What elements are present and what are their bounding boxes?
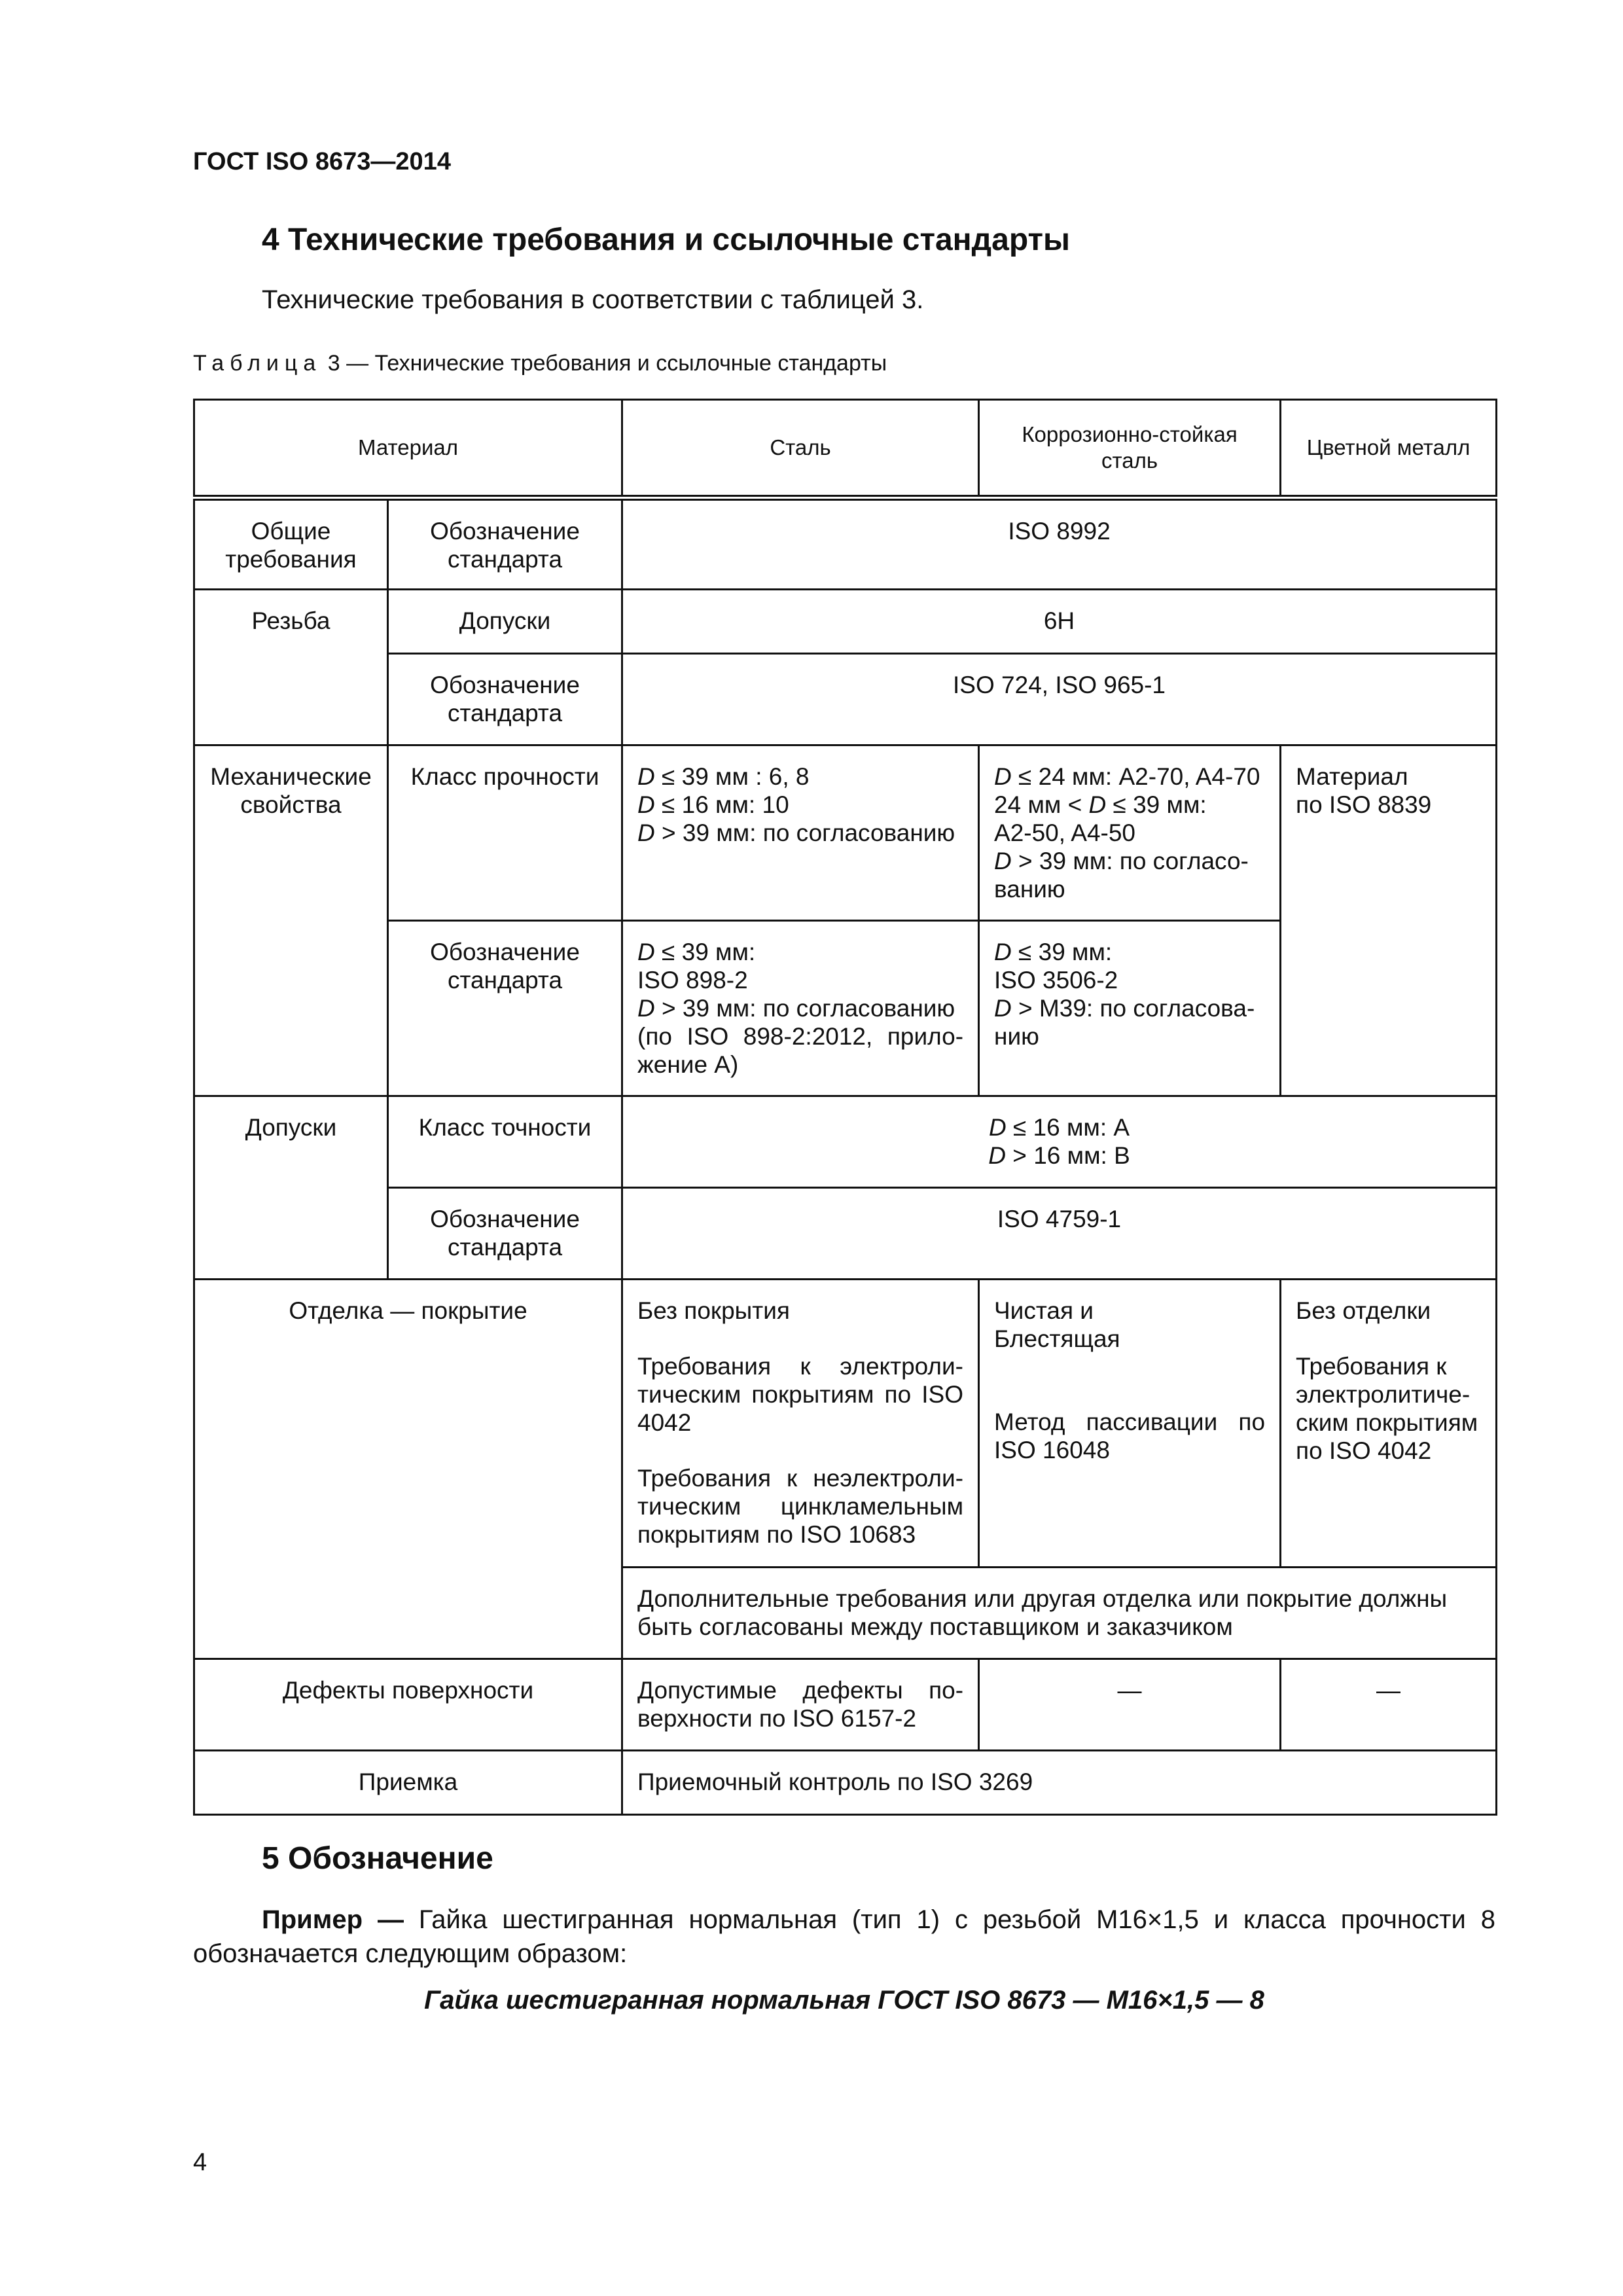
row-tol-group: Допуски: [194, 1096, 388, 1280]
row-finish-nonferrous: [1281, 1280, 1497, 1568]
stainless-std-line: D ≤ 39 мм:: [994, 939, 1113, 965]
stainless-class-line: D ≤ 24 мм: A2-70, A4-70: [994, 763, 1260, 790]
table-caption-label: Таблица: [193, 351, 322, 376]
table-caption: [193, 351, 887, 376]
table-row-thread-standard: [194, 654, 1497, 745]
row-tol-std-label: Обозначение стандарта: [388, 1188, 622, 1280]
requirements-table: [193, 399, 1497, 1816]
steel-std-line: жение A): [637, 1051, 739, 1078]
header-stainless: Коррозионно-стойкая сталь: [979, 400, 1281, 498]
row-mech-stainless-class: [979, 745, 1281, 921]
steel-class-line: D ≤ 16 мм: 10: [637, 791, 789, 818]
row-mech-nonferrous: [1281, 745, 1497, 1096]
section-4-title: 4 Технические требования и ссылочные стандарты: [262, 223, 1071, 257]
row-thread-std-label: Обозначение стандарта: [388, 654, 622, 745]
example-label: Пример —: [262, 1905, 404, 1934]
row-thread-group: Резьба: [194, 590, 388, 745]
header-nonferrous: Цветной металл: [1281, 400, 1497, 498]
stainless-class-line: A2-50, A4-50: [994, 819, 1135, 846]
row-mech-std-label: Обозначение стандарта: [388, 921, 622, 1096]
row-finish-steel: [622, 1280, 979, 1568]
stainless-std-line: нию: [994, 1023, 1039, 1050]
finish-steel-3: Требования к неэлектроли-тическим цинкламельным покрытиям по ISO 10683: [637, 1465, 964, 1548]
stainless-class-line: ванию: [994, 876, 1065, 903]
row-defects-stainless: —: [979, 1659, 1281, 1751]
steel-std-line: ISO 898-2: [637, 967, 748, 994]
row-mech-group: Механические свойства: [194, 745, 388, 1096]
stainless-std-line: ISO 3506-2: [994, 967, 1118, 994]
row-defects-nonferrous: —: [1281, 1659, 1497, 1751]
header-material: Материал: [194, 400, 622, 498]
nonferrous-line: Материал: [1296, 763, 1408, 790]
finish-steel-1: Без покрытия: [637, 1297, 790, 1324]
row-finish-note: Дополнительные требования или другая отделка или покрытие должны быть согласованы между поставщиком и заказчиком: [622, 1568, 1497, 1659]
page-number: 4: [193, 2149, 207, 2176]
row-general-group: Общие требования: [194, 498, 388, 590]
nonferrous-line: по ISO 8839: [1296, 791, 1432, 818]
steel-std-line: (по ISO 898-2:2012, прило-: [637, 1023, 964, 1050]
table-row-finish: [194, 1280, 1497, 1568]
finish-stainless-2: Метод пассивации по ISO 16048: [994, 1408, 1266, 1463]
row-defects-steel: Допустимые дефекты по-верхности по ISO 6157-2: [622, 1659, 979, 1751]
example-text: Гайка шестигранная нормальная (тип 1) с резьбой M16×1,5 и класса прочности 8 обозначается следующим образом:: [193, 1905, 1496, 1968]
stainless-class-line: 24 мм < D ≤ 39 мм:: [994, 791, 1207, 818]
row-acceptance-value: Приемочный контроль по ISO 3269: [622, 1751, 1497, 1815]
document-header: ГОСТ ISO 8673—2014: [193, 148, 451, 175]
designation-formula: Гайка шестигранная нормальная ГОСТ ISO 8673 — M16×1,5 — 8: [424, 1986, 1264, 2015]
section-4-intro: Технические требования в соответствии с таблицей 3.: [262, 285, 924, 314]
row-acceptance-label: Приемка: [194, 1751, 622, 1815]
finish-nonferrous-2: Требования к электролитиче-ским покрытиям по ISO 4042: [1296, 1353, 1478, 1464]
table-row-thread-tolerance: [194, 590, 1497, 654]
row-general-label: Обозначение стандарта: [388, 498, 622, 590]
steel-std-line: D > 39 мм: по согласованию: [637, 995, 955, 1022]
table-row-defects: [194, 1659, 1497, 1751]
stainless-std-line: D > M39: по согласова-: [994, 995, 1255, 1022]
finish-steel-2: Требования к электроли-тическим покрытиям по ISO 4042: [637, 1353, 964, 1436]
row-thread-tol-value: 6H: [622, 590, 1497, 654]
header-steel: Сталь: [622, 400, 979, 498]
table-row-general: [194, 498, 1497, 590]
row-defects-label: Дефекты поверхности: [194, 1659, 622, 1751]
section-5-title: 5 Обозначение: [262, 1841, 493, 1876]
steel-class-line: D ≤ 39 мм : 6, 8: [637, 763, 810, 790]
table-row-acceptance: [194, 1751, 1497, 1815]
tol-class-line: D ≤ 16 мм: A: [988, 1114, 1130, 1141]
row-mech-steel-class: [622, 745, 979, 921]
row-mech-class-label: Класс прочности: [388, 745, 622, 921]
row-thread-tol-label: Допуски: [388, 590, 622, 654]
steel-class-line: D > 39 мм: по согласованию: [637, 819, 955, 846]
row-mech-stainless-std: [979, 921, 1281, 1096]
row-general-value: ISO 8992: [622, 498, 1497, 590]
finish-nonferrous-1: Без отделки: [1296, 1297, 1431, 1324]
tol-class-line: D > 16 мм: B: [988, 1142, 1130, 1169]
finish-stainless-1: Чистая и Блестящая: [994, 1297, 1120, 1352]
steel-std-line: D ≤ 39 мм:: [637, 939, 756, 965]
table-row-mech-class: [194, 745, 1497, 921]
row-finish-group: Отделка — покрытие: [194, 1280, 622, 1659]
row-mech-steel-std: [622, 921, 979, 1096]
row-tol-class-label: Класс точности: [388, 1096, 622, 1188]
row-thread-std-value: ISO 724, ISO 965-1: [622, 654, 1497, 745]
row-tol-class-value: [622, 1096, 1497, 1188]
table-row-tol-class: [194, 1096, 1497, 1188]
example-paragraph: [193, 1903, 1495, 1971]
row-tol-std-value: ISO 4759-1: [622, 1188, 1497, 1280]
table-row-tol-standard: [194, 1188, 1497, 1280]
stainless-class-line: D > 39 мм: по согласо-: [994, 848, 1249, 874]
table-header-row: [194, 400, 1497, 498]
row-finish-stainless: [979, 1280, 1281, 1568]
table-caption-text: 3 — Технические требования и ссылочные стандарты: [321, 351, 887, 376]
